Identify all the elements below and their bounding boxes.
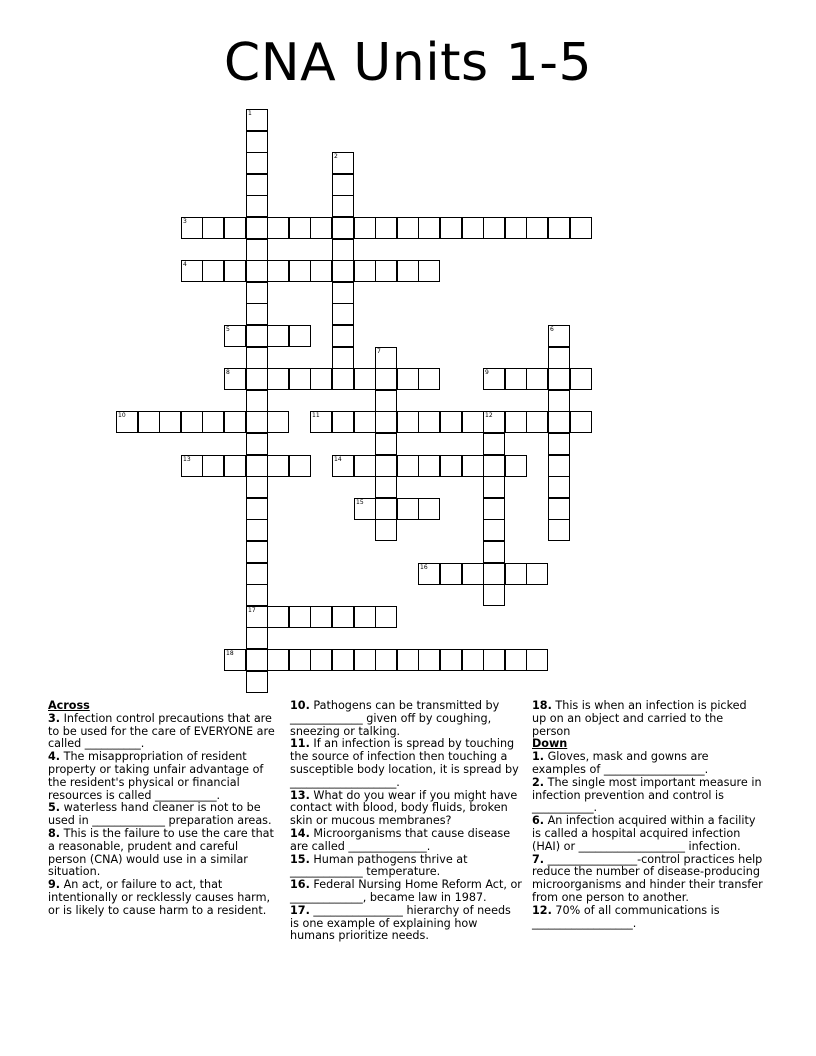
- grid-cell[interactable]: [310, 217, 332, 239]
- grid-cell[interactable]: [332, 260, 354, 282]
- grid-cell[interactable]: [483, 584, 505, 606]
- grid-cell[interactable]: [246, 347, 268, 369]
- grid-cell[interactable]: [418, 563, 440, 585]
- grid-cell[interactable]: [483, 649, 505, 671]
- grid-cell[interactable]: [483, 455, 505, 477]
- grid-cell[interactable]: [570, 368, 592, 390]
- grid-cell[interactable]: [246, 282, 268, 304]
- clue-down-1: 1. Gloves, mask and gowns are examples of __________________.: [532, 750, 709, 776]
- grid-cell[interactable]: [246, 584, 268, 606]
- clue-across-14: 14. Microorganisms that cause disease are called ______________.: [290, 826, 511, 853]
- grid-cell[interactable]: [289, 325, 311, 347]
- grid-cell[interactable]: [354, 411, 376, 433]
- clue-across-5: 5. waterless hand cleaner is not to be used in _____________ preparation areas.: [48, 801, 272, 828]
- grid-cell[interactable]: [246, 498, 268, 520]
- clues-column-2: [290, 700, 522, 943]
- clues-column-1: [48, 700, 280, 918]
- grid-cell[interactable]: [246, 563, 268, 585]
- grid-cell[interactable]: [548, 411, 570, 433]
- grid-cell[interactable]: [483, 519, 505, 541]
- grid-cell[interactable]: [570, 411, 592, 433]
- grid-cell[interactable]: [375, 411, 397, 433]
- clue-number: 17: [248, 607, 256, 614]
- clue-across-3: 3. Infection control precautions that are to be used for the care of EVERYONE are called __________.: [48, 711, 275, 751]
- grid-cell[interactable]: [246, 260, 268, 282]
- clue-number: 5: [226, 326, 230, 333]
- grid-cell[interactable]: [267, 368, 289, 390]
- grid-cell[interactable]: [310, 411, 332, 433]
- grid-cell[interactable]: [375, 606, 397, 628]
- clue-across-8: 8. This is the failure to use the care that a reasonable, prudent and careful person (CNA) would use in a similar situation.: [48, 826, 274, 879]
- grid-cell[interactable]: [483, 217, 505, 239]
- clue-number: 1: [248, 110, 252, 117]
- grid-cell[interactable]: [246, 217, 268, 239]
- grid-cell[interactable]: [246, 325, 268, 347]
- grid-cell[interactable]: [354, 260, 376, 282]
- grid-cell[interactable]: [505, 368, 527, 390]
- grid-cell[interactable]: [397, 498, 419, 520]
- grid-cell[interactable]: [267, 649, 289, 671]
- grid-cell[interactable]: [246, 368, 268, 390]
- grid-cell[interactable]: [289, 649, 311, 671]
- clue-number: 3: [183, 218, 187, 225]
- grid-cell[interactable]: [375, 347, 397, 369]
- grid-cell[interactable]: [505, 563, 527, 585]
- grid-cell[interactable]: [246, 174, 268, 196]
- grid-cell[interactable]: [267, 260, 289, 282]
- clue-number: 12: [485, 412, 493, 419]
- grid-cell[interactable]: [246, 152, 268, 174]
- grid-cell[interactable]: [332, 282, 354, 304]
- grid-cell[interactable]: [310, 260, 332, 282]
- grid-cell[interactable]: [570, 217, 592, 239]
- grid-cell[interactable]: [289, 455, 311, 477]
- grid-cell[interactable]: [375, 217, 397, 239]
- grid-cell[interactable]: [526, 649, 548, 671]
- grid-cell[interactable]: [440, 411, 462, 433]
- grid-cell[interactable]: [224, 368, 246, 390]
- grid-cell[interactable]: [267, 217, 289, 239]
- clue-down-2: 2. The single most important measure in infection prevention and control is ___________.: [532, 775, 762, 815]
- grid-cell[interactable]: [310, 606, 332, 628]
- grid-cell[interactable]: [548, 390, 570, 412]
- clue-number: 13: [183, 456, 191, 463]
- grid-cell[interactable]: [224, 217, 246, 239]
- clue-across-13: 13. What do you wear if you might have contact with blood, body fluids, broken skin or mucous membranes?: [290, 788, 518, 828]
- clue-number: 16: [420, 564, 428, 571]
- grid-cell[interactable]: [246, 671, 268, 693]
- grid-cell[interactable]: [418, 649, 440, 671]
- grid-cell[interactable]: [548, 476, 570, 498]
- grid-cell[interactable]: [181, 455, 203, 477]
- grid-cell[interactable]: [246, 606, 268, 628]
- grid-cell[interactable]: [397, 217, 419, 239]
- clue-across-4: 4. The misappropriation of resident property or taking unfair advantage of the resident's physical or financial resources is called ___________.: [48, 750, 264, 802]
- grid-cell[interactable]: [375, 260, 397, 282]
- grid-cell[interactable]: [483, 368, 505, 390]
- clue-number: 10: [118, 412, 126, 419]
- grid-cell[interactable]: [462, 455, 484, 477]
- grid-cell[interactable]: [548, 368, 570, 390]
- clue-number: 6: [550, 326, 554, 333]
- grid-cell[interactable]: [440, 455, 462, 477]
- grid-cell[interactable]: [332, 152, 354, 174]
- clue-number: 18: [226, 650, 234, 657]
- grid-cell[interactable]: [310, 649, 332, 671]
- grid-cell[interactable]: [505, 649, 527, 671]
- grid-cell[interactable]: [267, 455, 289, 477]
- grid-cell[interactable]: [246, 476, 268, 498]
- grid-cell[interactable]: [202, 217, 224, 239]
- clue-down-12: 12. 70% of all communications is __________________.: [532, 903, 720, 930]
- clue-across-17: 17. ________________ hierarchy of needs is one example of explaining how humans prioritize needs.: [290, 903, 511, 943]
- clue-number: 7: [377, 348, 381, 355]
- grid-cell[interactable]: [375, 455, 397, 477]
- grid-cell[interactable]: [224, 411, 246, 433]
- grid-cell[interactable]: [375, 498, 397, 520]
- grid-cell[interactable]: [332, 347, 354, 369]
- grid-cell[interactable]: [246, 195, 268, 217]
- grid-cell[interactable]: [332, 411, 354, 433]
- clue-number: 9: [485, 369, 489, 376]
- clue-number: 8: [226, 369, 230, 376]
- clue-number: 4: [183, 261, 187, 268]
- grid-cell[interactable]: [202, 411, 224, 433]
- grid-cell[interactable]: [462, 563, 484, 585]
- grid-cell[interactable]: [462, 649, 484, 671]
- grid-cell[interactable]: [397, 649, 419, 671]
- grid-cell[interactable]: [462, 217, 484, 239]
- grid-cell[interactable]: [246, 109, 268, 131]
- grid-cell[interactable]: [418, 260, 440, 282]
- clue-across-15: 15. Human pathogens thrive at _____________ temperature.: [290, 852, 468, 879]
- grid-cell[interactable]: [354, 649, 376, 671]
- grid-cell[interactable]: [375, 433, 397, 455]
- grid-cell[interactable]: [246, 131, 268, 153]
- grid-cell[interactable]: [289, 606, 311, 628]
- clue-across-11: 11. If an infection is spread by touching the source of infection then touching a susceptible body location, it is spread by ___________________.: [290, 737, 519, 789]
- grid-cell[interactable]: [202, 260, 224, 282]
- grid-cell[interactable]: [246, 411, 268, 433]
- grid-cell[interactable]: [202, 455, 224, 477]
- grid-cell[interactable]: [375, 649, 397, 671]
- grid-cell[interactable]: [224, 260, 246, 282]
- grid-cell[interactable]: [548, 519, 570, 541]
- clue-across-9: 9. An act, or failure to act, that intentionally or recklessly causes harm, or is likely to cause harm to a resident.: [48, 878, 271, 917]
- grid-cell[interactable]: [548, 347, 570, 369]
- grid-cell[interactable]: [116, 411, 138, 433]
- grid-cell[interactable]: [483, 433, 505, 455]
- grid-cell[interactable]: [354, 455, 376, 477]
- grid-cell[interactable]: [224, 325, 246, 347]
- grid-cell[interactable]: [289, 368, 311, 390]
- grid-cell[interactable]: [332, 455, 354, 477]
- grid-cell[interactable]: [462, 411, 484, 433]
- grid-cell[interactable]: [526, 368, 548, 390]
- grid-cell[interactable]: [418, 368, 440, 390]
- grid-cell[interactable]: [310, 368, 332, 390]
- grid-cell[interactable]: [246, 519, 268, 541]
- grid-cell[interactable]: [332, 303, 354, 325]
- grid-cell[interactable]: [246, 303, 268, 325]
- grid-cell[interactable]: [332, 368, 354, 390]
- grid-cell[interactable]: [354, 606, 376, 628]
- grid-cell[interactable]: [418, 217, 440, 239]
- grid-cell[interactable]: [354, 368, 376, 390]
- clue-number: 11: [312, 412, 320, 419]
- grid-cell[interactable]: [418, 455, 440, 477]
- grid-cell[interactable]: [246, 390, 268, 412]
- grid-cell[interactable]: [246, 455, 268, 477]
- grid-cell[interactable]: [375, 519, 397, 541]
- grid-cell[interactable]: [375, 390, 397, 412]
- grid-cell[interactable]: [483, 411, 505, 433]
- grid-cell[interactable]: [267, 325, 289, 347]
- grid-cell[interactable]: [332, 195, 354, 217]
- down-heading: Down: [532, 737, 568, 751]
- grid-cell[interactable]: [332, 606, 354, 628]
- grid-cell[interactable]: [246, 433, 268, 455]
- grid-cell[interactable]: [224, 649, 246, 671]
- grid-cell[interactable]: [418, 498, 440, 520]
- grid-cell[interactable]: [246, 649, 268, 671]
- clue-number: 15: [356, 499, 364, 506]
- grid-cell[interactable]: [181, 260, 203, 282]
- grid-cell[interactable]: [267, 411, 289, 433]
- grid-cell[interactable]: [354, 217, 376, 239]
- grid-cell[interactable]: [181, 217, 203, 239]
- grid-cell[interactable]: [440, 563, 462, 585]
- grid-cell[interactable]: [505, 217, 527, 239]
- grid-cell[interactable]: [397, 368, 419, 390]
- grid-cell[interactable]: [138, 411, 160, 433]
- grid-cell[interactable]: [246, 239, 268, 261]
- grid-cell[interactable]: [483, 498, 505, 520]
- grid-cell[interactable]: [375, 476, 397, 498]
- across-heading: Across: [48, 699, 90, 712]
- grid-cell[interactable]: [505, 411, 527, 433]
- grid-cell[interactable]: [332, 217, 354, 239]
- grid-cell[interactable]: [397, 411, 419, 433]
- grid-cell[interactable]: [397, 455, 419, 477]
- grid-cell[interactable]: [332, 239, 354, 261]
- clue-number: 14: [334, 456, 342, 463]
- clue-down-6: 6. An infection acquired within a facility is called a hospital acquired infection (HAI) or ___________________ infection.: [532, 814, 756, 853]
- grid-cell[interactable]: [332, 649, 354, 671]
- clue-number: 2: [334, 153, 338, 160]
- grid-cell[interactable]: [483, 476, 505, 498]
- grid-cell[interactable]: [181, 411, 203, 433]
- grid-cell[interactable]: [332, 174, 354, 196]
- grid-cell[interactable]: [483, 541, 505, 563]
- grid-cell[interactable]: [418, 411, 440, 433]
- clue-across-18: 18. This is when an infection is picked up on an object and carried to the person: [532, 699, 747, 738]
- grid-cell[interactable]: [159, 411, 181, 433]
- grid-cell[interactable]: [548, 455, 570, 477]
- grid-cell[interactable]: [548, 498, 570, 520]
- grid-cell[interactable]: [246, 541, 268, 563]
- grid-cell[interactable]: [289, 217, 311, 239]
- grid-cell[interactable]: [397, 260, 419, 282]
- grid-cell[interactable]: [548, 433, 570, 455]
- grid-cell[interactable]: [505, 455, 527, 477]
- grid-cell[interactable]: [289, 260, 311, 282]
- clue-across-10: 10. Pathogens can be transmitted by _____________ given off by coughing, sneezing or talking.: [290, 699, 500, 738]
- clues-column-3: [532, 700, 764, 930]
- clue-across-16: 16. Federal Nursing Home Reform Act, or _____________, became law in 1987.: [290, 878, 522, 904]
- clue-down-7: 7. ________________-control practices help reduce the number of disease-producing microorganisms and hinder their transfer from one person to another.: [532, 852, 763, 904]
- grid-cell[interactable]: [354, 498, 376, 520]
- grid-cell[interactable]: [526, 217, 548, 239]
- puzzle-title: CNA Units 1-5: [223, 33, 593, 93]
- grid-cell[interactable]: [440, 649, 462, 671]
- grid-cell[interactable]: [548, 217, 570, 239]
- grid-cell[interactable]: [548, 325, 570, 347]
- grid-cell[interactable]: [526, 563, 548, 585]
- grid-cell[interactable]: [375, 368, 397, 390]
- grid-cell[interactable]: [246, 627, 268, 649]
- grid-cell[interactable]: [267, 606, 289, 628]
- grid-cell[interactable]: [332, 325, 354, 347]
- grid-cell[interactable]: [440, 217, 462, 239]
- grid-cell[interactable]: [483, 563, 505, 585]
- grid-cell[interactable]: [224, 455, 246, 477]
- grid-cell[interactable]: [526, 411, 548, 433]
